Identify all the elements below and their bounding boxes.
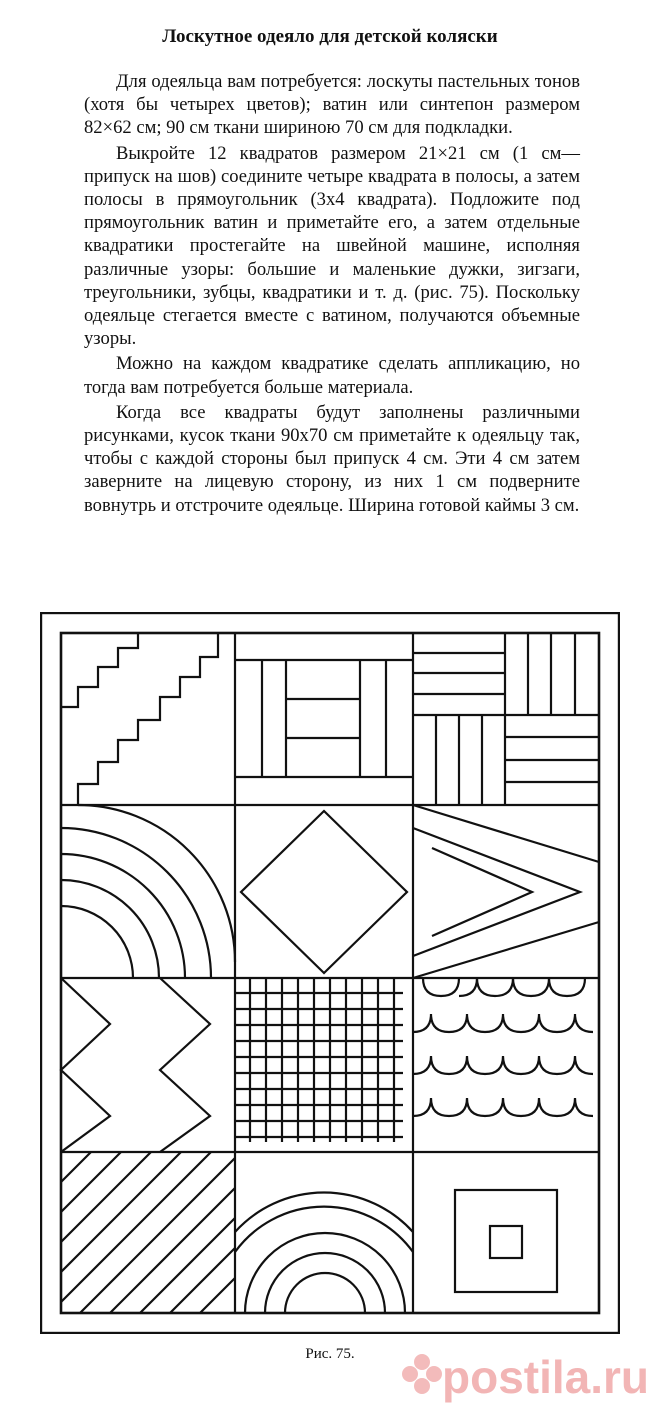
block-nested-squares <box>455 1190 557 1292</box>
block-rails <box>235 660 413 777</box>
flower-icon <box>400 1352 444 1396</box>
paragraph: Можно на каждом квадратике сделать аппликацию, но тогда вам потребуется больше материала. <box>84 353 580 398</box>
block-chevrons <box>413 805 599 978</box>
block-arcs <box>61 805 235 978</box>
block-diamond <box>241 811 407 973</box>
paragraph: Для одеяльца вам потребуется: лоскуты пастельных тонов (хотя бы четырех цветов); ватин или синтепон размером 82×62 см; 90 см ткани шириною 70 см для подкладки. <box>84 71 580 139</box>
block-arcs-bottom <box>235 1192 413 1313</box>
paragraph: Выкройте 12 квадратов размером 21×21 см (1 см— припуск на шов) соедините четыре квадрата в полосы, а затем полосы в прямоугольник (3х4 квадрата). Подложите под прямоугольник ватин и приметайте его, а затем отдельные квадратики простегайте на швейной машине, исполняя различные узоры: большие и маленькие дужки, зигзаги, треугольники, зубцы, квадратики и т. д. (рис. 75). Поскольку одеяльце стегается вместе с ватином, получаются объемные узоры. <box>84 142 580 350</box>
block-zigzag <box>61 978 210 1152</box>
block-waves <box>413 978 593 1116</box>
block-stairs <box>61 633 218 805</box>
block-stripes-quarters <box>413 633 599 805</box>
block-grid <box>235 978 403 1142</box>
quilt-figure <box>40 612 620 1334</box>
watermark: postila.ru <box>442 1351 650 1403</box>
figure-caption: Рис. 75. <box>305 1346 355 1362</box>
block-diagonals <box>61 1152 235 1313</box>
quilt-inner-border <box>61 633 599 1313</box>
article-body <box>84 70 580 519</box>
paragraph: Когда все квадраты будут заполнены различными рисунками, кусок ткани 90х70 см приметайте к одеяльцу так, чтобы с каждой стороны был припуск 4 см. Эти 4 см затем заверните на лицевую сторону, из них 1 см подверните вовнутрь и отстрочите одеяльце. Ширина готовой каймы 3 см. <box>84 401 580 516</box>
page-title: Лоскутное одеяло для детской коляски <box>162 26 498 47</box>
quilt-outer-border <box>41 613 619 1333</box>
